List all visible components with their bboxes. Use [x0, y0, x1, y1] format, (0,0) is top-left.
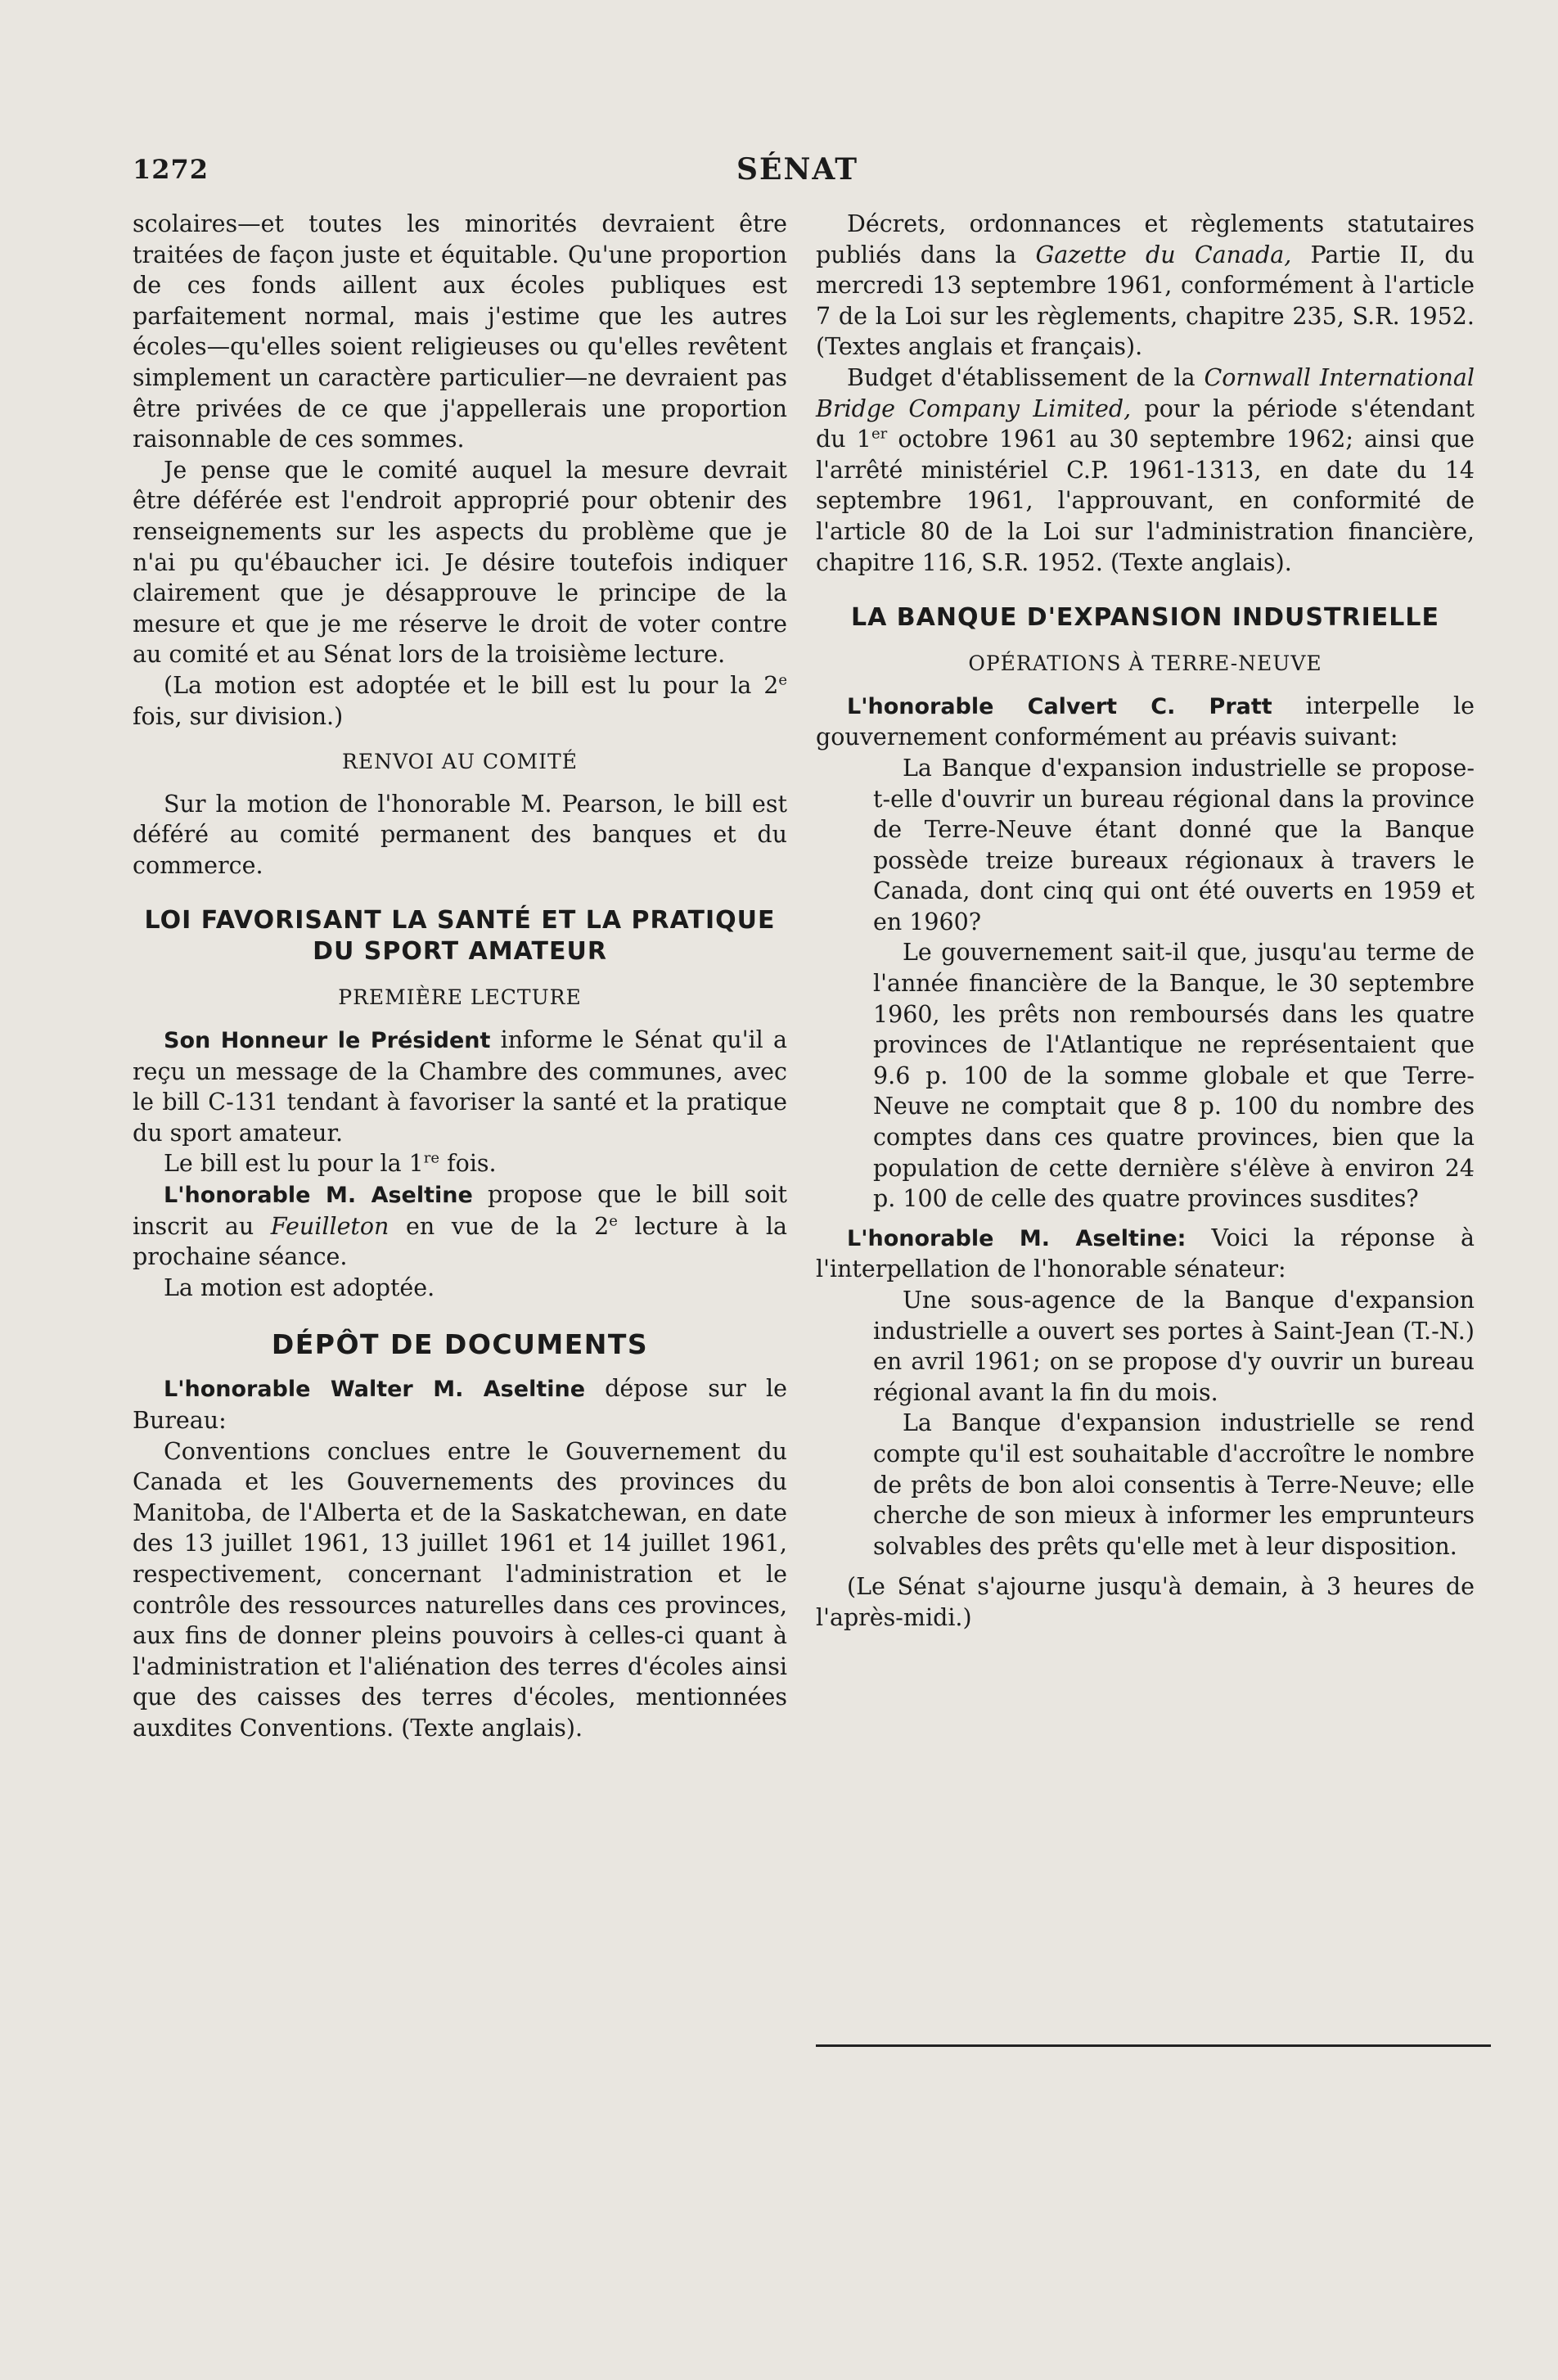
speaker-name: L'honorable Walter M. Aseltine [164, 1377, 586, 1403]
quoted-paragraph: Le gouvernement sait-il que, jusqu'au terme de l'année financière de la Banque, le 30 septembre 1960, les prêts non remboursés dans les quatre provinces de l'Atlantique ne représentaient que 9.6 p. 100 de la somme globale et que Terre-Neuve ne comptait que 8 p. 100 du nombre des comptes dans ces quatre provinces, bien que la population de cette dernière s'élève à environ 24 p. 100 de celle des quatre provinces susdites? [873, 939, 1475, 1213]
paragraph: Le bill est lu pour la 1re fois. [164, 1149, 497, 1178]
paragraph: Sur la motion de l'honorable M. Pearson, le bill est déféré au comité permanent des banques et du commerce. [133, 790, 787, 879]
subheading: PREMIÈRE LECTURE [338, 985, 582, 1010]
paragraph: La motion est adoptée. [164, 1273, 435, 1301]
end-rule [816, 2044, 1491, 2047]
paragraph: L'honorable Walter M. Aseltine dépose sur le Bureau: [133, 1375, 787, 1434]
speaker-name: Son Honneur le Président [164, 1028, 491, 1054]
speaker-name: L'honorable M. Aseltine: [847, 1225, 1187, 1251]
section-heading: LA BANQUE D'EXPANSION INDUSTRIELLE [851, 603, 1439, 633]
left-column [133, 209, 787, 1744]
paragraph: L'honorable M. Aseltine: Voici la réponse à l'interpellation de l'honorable sénateur: [816, 1224, 1475, 1283]
right-column [816, 209, 1475, 1634]
speaker-name: L'honorable Calvert C. Pratt [847, 693, 1272, 719]
quoted-paragraph: La Banque d'expansion industrielle se rend compte qu'il est souhaitable d'accroître le nombre de prêts de bon aloi consentis à Terre-Neuve; elle cherche de son mieux à informer les emprunteurs solvables des prêts qu'elle met à leur disposition. [873, 1409, 1475, 1560]
paragraph: Je pense que le comité auquel la mesure devrait être déférée est l'endroit approprié pour obtenir des renseignements sur les aspects du problème que je n'ai pu qu'ébaucher ici. Je désire toutefois indiquer clairement que je désapprouve le principe de la mesure et que je me réserve le droit de voter contre au comité et au Sénat lors de la troisième lecture. [133, 456, 787, 669]
paragraph: L'honorable Calvert C. Pratt interpelle le gouvernement conformément au préavis suivant: [816, 692, 1475, 751]
paragraph: Son Honneur le Président informe le Sénat qu'il a reçu un message de la Chambre des communes, avec le bill C-131 tendant à favoriser la santé et la pratique du sport amateur. [133, 1026, 787, 1147]
paragraph: Budget d'établissement de la Cornwall International Bridge Company Limited, pour la période s'étendant du 1er octobre 1961 au 30 septembre 1962; ainsi que l'arrêté ministériel C.P. 1961-1313, en date du 14 septembre 1961, l'approuvant, en conformité de l'article 80 de la Loi sur l'administration financière, chapitre 116, S.R. 1952. (Texte anglais). [816, 363, 1475, 576]
section-heading: LOI FAVORISANT LA SANTÉ ET LA PRATIQUE DU SPORT AMATEUR [144, 906, 776, 967]
paragraph: (La motion est adoptée et le bill est lu pour la 2e fois, sur division.) [133, 671, 787, 730]
speaker-name: L'honorable M. Aseltine [164, 1183, 473, 1209]
quoted-paragraph: La Banque d'expansion industrielle se propose-t-elle d'ouvrir un bureau régional dans la province de Terre-Neuve étant donné que la Banque possède treize bureaux régionaux à travers le Canada, dont cinq qui ont été ouverts en 1959 et en 1960? [873, 754, 1475, 935]
quoted-paragraph: Une sous-agence de la Banque d'expansion industrielle a ouvert ses portes à Saint-Jean (T.-N.) en avril 1961; on se propose d'y ouvrir un bureau régional avant la fin du mois. [873, 1287, 1475, 1406]
page-number: 1272 [133, 154, 209, 185]
paragraph: Décrets, ordonnances et règlements statutaires publiés dans la Gazette du Canada, Partie II, du mercredi 13 septembre 1961, conformément à l'article 7 de la Loi sur les règlements, chapitre 235, S.R. 1952. (Textes anglais et français). [816, 210, 1475, 361]
paragraph: scolaires—et toutes les minorités devraient être traitées de façon juste et équitable. Qu'une proportion de ces fonds aillent aux écoles publiques est parfaitement normal, mais j'estime que les autres écoles—qu'elles soient religieuses ou qu'elles revêtent simplement un caractère particulier—ne devraient pas être privées de ce que j'appellerais une proportion raisonnable de ces sommes. [133, 210, 787, 453]
section-heading: DÉPÔT DE DOCUMENTS [271, 1328, 649, 1361]
paragraph: L'honorable M. Aseltine propose que le bill soit inscrit au Feuilleton en vue de la 2e lecture à la prochaine séance. [133, 1181, 787, 1271]
paragraph: Conventions conclues entre le Gouvernement du Canada et les Gouvernements des provinces du Manitoba, de l'Alberta et de la Saskatchewan, en date des 13 juillet 1961, 13 juillet 1961 et 14 juillet 1961, respectivement, concernant l'administration et le contrôle des ressources naturelles dans ces provinces, aux fins de donner pleins pouvoirs à celles-ci quant à l'administration et l'aliénation des terres d'écoles ainsi que des caisses des terres d'écoles, mentionnées auxdites Conventions. (Texte anglais). [133, 1437, 787, 1742]
subheading: OPÉRATIONS À TERRE-NEUVE [968, 651, 1322, 676]
page-title: SÉNAT [736, 152, 859, 187]
paragraph: (Le Sénat s'ajourne jusqu'à demain, à 3 heures de l'après-midi.) [816, 1573, 1475, 1631]
subheading: RENVOI AU COMITÉ [342, 750, 578, 774]
